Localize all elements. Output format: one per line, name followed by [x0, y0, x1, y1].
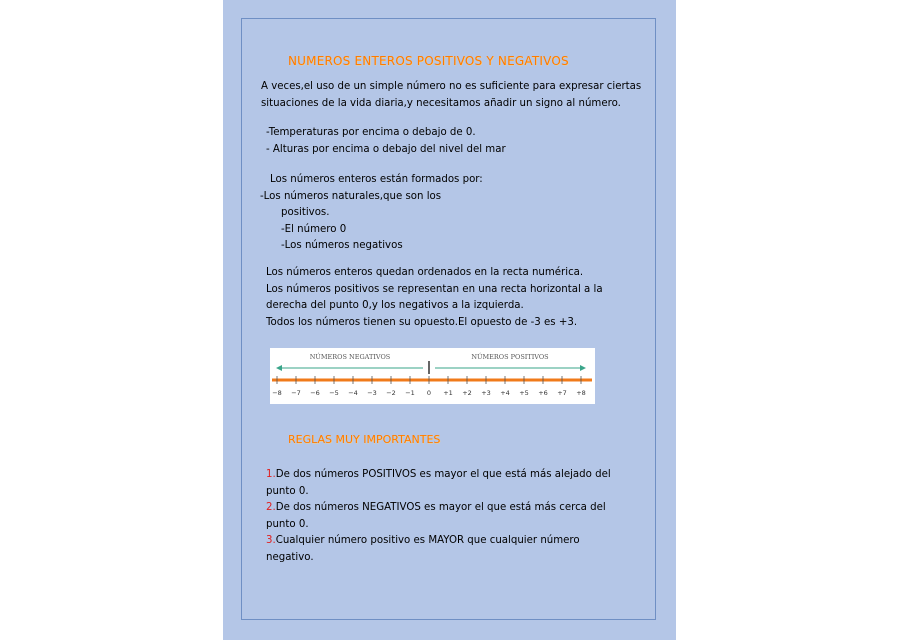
- example-item: - Alturas por encima o debajo del nivel del mar: [266, 143, 506, 155]
- integers-composition: [260, 172, 483, 255]
- example-item: -Temperaturas por encima o debajo de 0.: [266, 127, 476, 138]
- rule-item: [266, 467, 611, 484]
- tick-label: +7: [557, 389, 567, 397]
- examples-list: [266, 125, 506, 158]
- positive-numbers-label: NÚMEROS POSITIVOS: [471, 353, 549, 361]
- order-line: Los números enteros quedan ordenados en la recta numérica.: [266, 267, 584, 278]
- rule-number: 2.: [266, 502, 276, 513]
- tick-label: +2: [462, 389, 472, 397]
- right-arrowhead: [580, 365, 586, 371]
- rule-item-cont: negativo.: [266, 551, 314, 563]
- rule-item: [266, 500, 611, 517]
- number-line-svg: [270, 348, 595, 404]
- intro-paragraph: [261, 79, 641, 112]
- tick-labels: [272, 389, 586, 397]
- order-line: Todos los números tienen su opuesto.El opuesto de -3 es +3.: [266, 316, 578, 328]
- tick-label: −5: [329, 389, 339, 397]
- order-line: derecha del punto 0,y los negativos a la izquierda.: [266, 300, 524, 311]
- negative-numbers-label: NÚMEROS NEGATIVOS: [309, 353, 391, 361]
- composition-intro: Los números enteros están formados por:: [270, 174, 483, 185]
- rule-item-cont: punto 0.: [266, 485, 309, 497]
- tick-label: +6: [538, 389, 548, 397]
- number-line-figure: [270, 348, 595, 404]
- tick-label: +1: [443, 389, 453, 397]
- direction-arrows: [276, 361, 586, 374]
- rule-text: De dos números NEGATIVOS es mayor el que está más cerca del: [275, 502, 606, 513]
- tick-label: +8: [576, 389, 586, 397]
- rule-text: Cualquier número positivo es MAYOR que cualquier número: [275, 535, 580, 546]
- tick-label: 0: [426, 389, 432, 397]
- tick-label: −3: [367, 389, 377, 397]
- tick-label: −2: [386, 389, 396, 397]
- composition-naturals: -Los números naturales,que son los: [260, 190, 442, 202]
- rules-list: [266, 467, 611, 566]
- tick-label: +3: [481, 389, 491, 397]
- order-paragraph: [266, 265, 603, 331]
- rule-item: [266, 533, 611, 550]
- rule-text: De dos números POSITIVOS es mayor el que está más alejado del: [275, 469, 611, 480]
- tick-label: −1: [405, 389, 415, 397]
- tick-label: −4: [348, 389, 358, 397]
- order-line: Los números positivos se representan en una recta horizontal a la: [266, 283, 603, 295]
- composition-naturals-cont: positivos.: [281, 207, 330, 218]
- rule-item-cont: punto 0.: [266, 518, 309, 530]
- tick-label: −6: [310, 389, 320, 397]
- rules-title: REGLAS MUY IMPORTANTES: [288, 433, 441, 446]
- composition-zero: -El número 0: [281, 223, 347, 235]
- tick-label: −7: [291, 389, 301, 397]
- intro-line: situaciones de la vida diaria,y necesitamos añadir un signo al número.: [261, 97, 621, 109]
- tick-label: +5: [519, 389, 529, 397]
- page-title: NUMEROS ENTEROS POSITIVOS Y NEGATIVOS: [288, 54, 569, 68]
- rule-number: 3.: [266, 535, 276, 546]
- composition-negatives: -Los números negativos: [281, 240, 403, 251]
- tick-label: +4: [500, 389, 510, 397]
- intro-line: A veces,el uso de un simple número no es suficiente para expresar ciertas: [261, 81, 642, 92]
- rule-number: 1.: [266, 469, 276, 480]
- left-arrowhead: [276, 365, 282, 371]
- tick-label: −8: [272, 389, 282, 397]
